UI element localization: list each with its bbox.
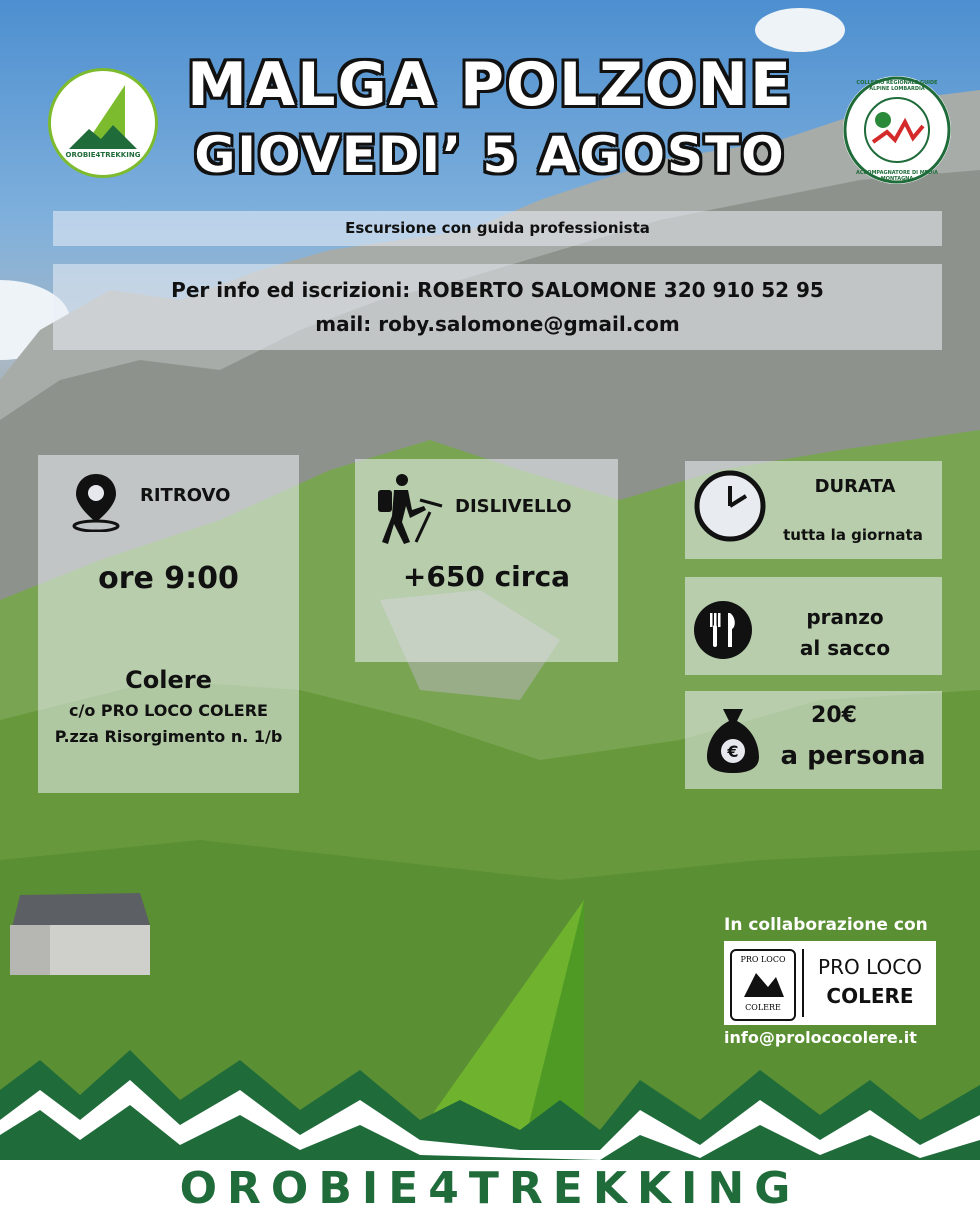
right-logo-text-bottom: ACCOMPAGNATORE DI MEDIA MONTAGNA [856,170,938,182]
proloco-badge-bottom: COLERE [745,1003,781,1012]
info-band [53,264,942,350]
ritrovo-label: RITROVO [140,485,231,506]
durata-label: DURATA [814,476,896,497]
collab-email: info@prolococolere.it [724,1028,917,1047]
proloco-badge-top: PRO LOCO [740,955,786,964]
right-logo-text-top: COLLEGIO REGIONALE GUIDE ALPINE LOMBARDIA [856,80,938,92]
prezzo-line2: a persona [780,741,926,771]
proloco-card [724,941,936,1025]
proloco-divider [802,949,804,1017]
ritrovo-place: Colere [125,666,212,694]
pranzo-line1: pranzo [806,605,884,629]
ritrovo-place-line3: P.zza Risorgimento n. 1/b [54,727,283,746]
prezzo-line1: 20€ [811,703,857,728]
svg-text:€: € [727,742,739,761]
ritrovo-place-line2: c/o PRO LOCO COLERE [69,701,268,720]
money-bag-icon [705,705,761,775]
left-logo-text: OROBIE4TREKKING [65,151,141,159]
footer-brand: OROBIE4TREKKING [179,1163,801,1214]
event-date: GIOVEDI’ 5 AGOSTO [194,126,786,184]
durata-value: tutta la giornata [783,526,923,544]
hiker-icon [372,472,446,546]
clock-icon [692,468,768,544]
subtitle: Escursione con guida professionista [345,219,650,237]
proloco-badge [730,949,796,1021]
proloco-name-line1: PRO LOCO [818,955,922,979]
location-pin-icon [68,470,124,532]
pranzo-line2: al sacco [799,636,891,660]
event-title: MALGA POLZONE [187,50,793,120]
info-mail: mail: roby.salomone@gmail.com [315,312,680,336]
collab-label: In collaborazione con [724,915,928,935]
info-contact: Per info ed iscrizioni: ROBERTO SALOMONE 320 910 52 95 [171,278,824,302]
proloco-name-line2: COLERE [826,984,914,1008]
dislivello-value: +650 circa [402,560,571,593]
dislivello-label: DISLIVELLO [455,496,572,517]
fork-knife-icon [692,599,754,661]
ritrovo-time: ore 9:00 [98,561,239,596]
village-icon [740,967,786,999]
